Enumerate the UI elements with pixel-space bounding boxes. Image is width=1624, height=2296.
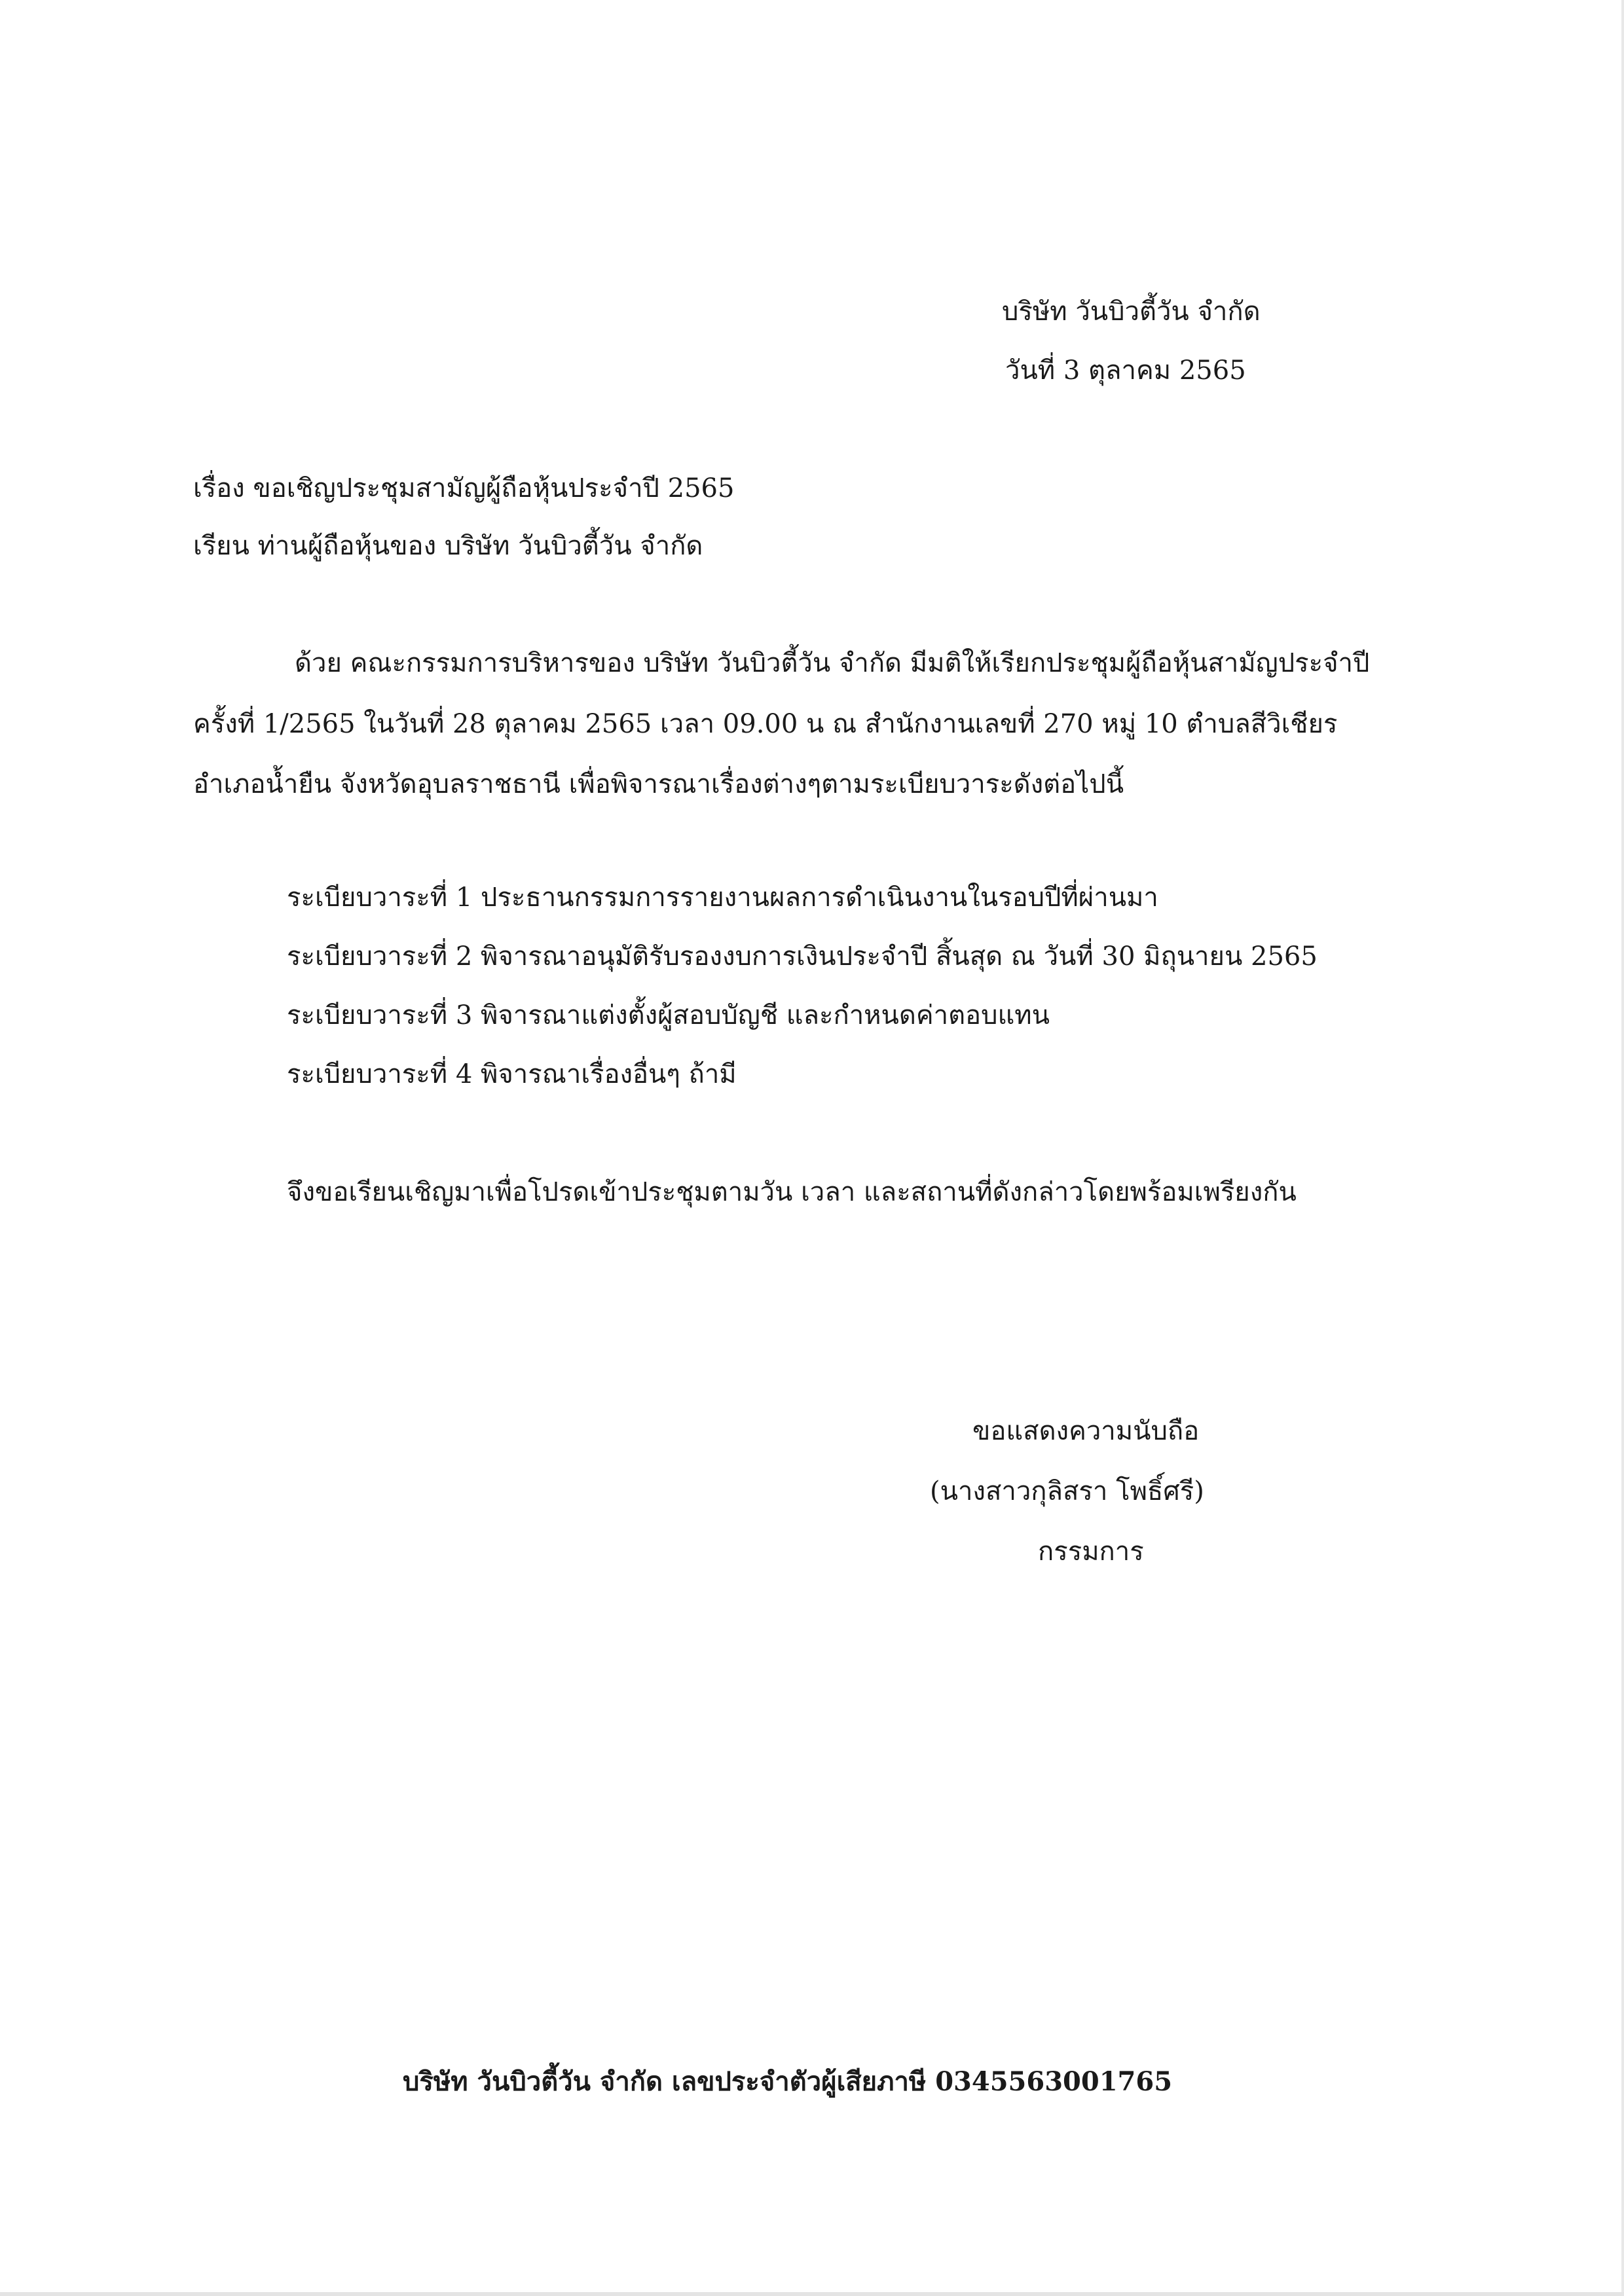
company-name-header: บริษัท วันบิวตี้วัน จำกัด xyxy=(1002,297,1261,327)
body-paragraph-line-2: ครั้งที่ 1/2565 ในวันที่ 28 ตุลาคม 2565 เวลา 09.00 น ณ สำนักงานเลขที่ 270 หมู่ 10 ตำบลสีวิเชียร xyxy=(193,709,1338,739)
agenda-item-2: ระเบียบวาระที่ 2 พิจารณาอนุมัติรับรองงบการเงินประจำปี สิ้นสุด ณ วันที่ 30 มิถุนายน 2565 xyxy=(287,941,1318,972)
body-paragraph-line-3: อำเภอน้ำยืน จังหวัดอุบลราชธานี เพื่อพิจารณาเรื่องต่างๆตามระเบียบวาระดังต่อไปนี้ xyxy=(193,769,1124,799)
agenda-item-4: ระเบียบวาระที่ 4 พิจารณาเรื่องอื่นๆ ถ้ามี xyxy=(287,1059,737,1089)
footer-company-tax-id: บริษัท วันบิวตี้วัน จำกัด เลขประจำตัวผู้เสียภาษี 0345563001765 xyxy=(403,2066,1173,2097)
scan-edge-bottom xyxy=(0,2292,1624,2296)
body-paragraph-line-1: ด้วย คณะกรรมการบริหารของ บริษัท วันบิวตี้วัน จำกัด มีมติให้เรียกประชุมผู้ถือหุ้นสามัญประจำปี xyxy=(295,648,1370,678)
signature-regards: ขอแสดงความนับถือ xyxy=(972,1416,1200,1446)
signature-name: (นางสาวกุลิสรา โพธิ์ศรี) xyxy=(930,1476,1204,1506)
agenda-item-3: ระเบียบวาระที่ 3 พิจารณาแต่งตั้งผู้สอบบัญชี และกำหนดค่าตอบแทน xyxy=(287,1000,1050,1030)
signature-position: กรรมการ xyxy=(1038,1537,1144,1567)
recipient-line: เรียน ท่านผู้ถือหุ้นของ บริษัท วันบิวตี้วัน จำกัด xyxy=(193,531,703,561)
subject-line: เรื่อง ขอเชิญประชุมสามัญผู้ถือหุ้นประจำปี 2565 xyxy=(193,473,735,503)
closing-sentence: จึงขอเรียนเชิญมาเพื่อโปรดเข้าประชุมตามวัน เวลา และสถานที่ดังกล่าวโดยพร้อมเพรียงกัน xyxy=(287,1177,1297,1207)
letter-date: วันที่ 3 ตุลาคม 2565 xyxy=(1005,355,1246,386)
agenda-item-1: ระเบียบวาระที่ 1 ประธานกรรมการรายงานผลการดำเนินงานในรอบปีที่ผ่านมา xyxy=(287,883,1158,913)
scan-edge-right xyxy=(1621,0,1624,2296)
